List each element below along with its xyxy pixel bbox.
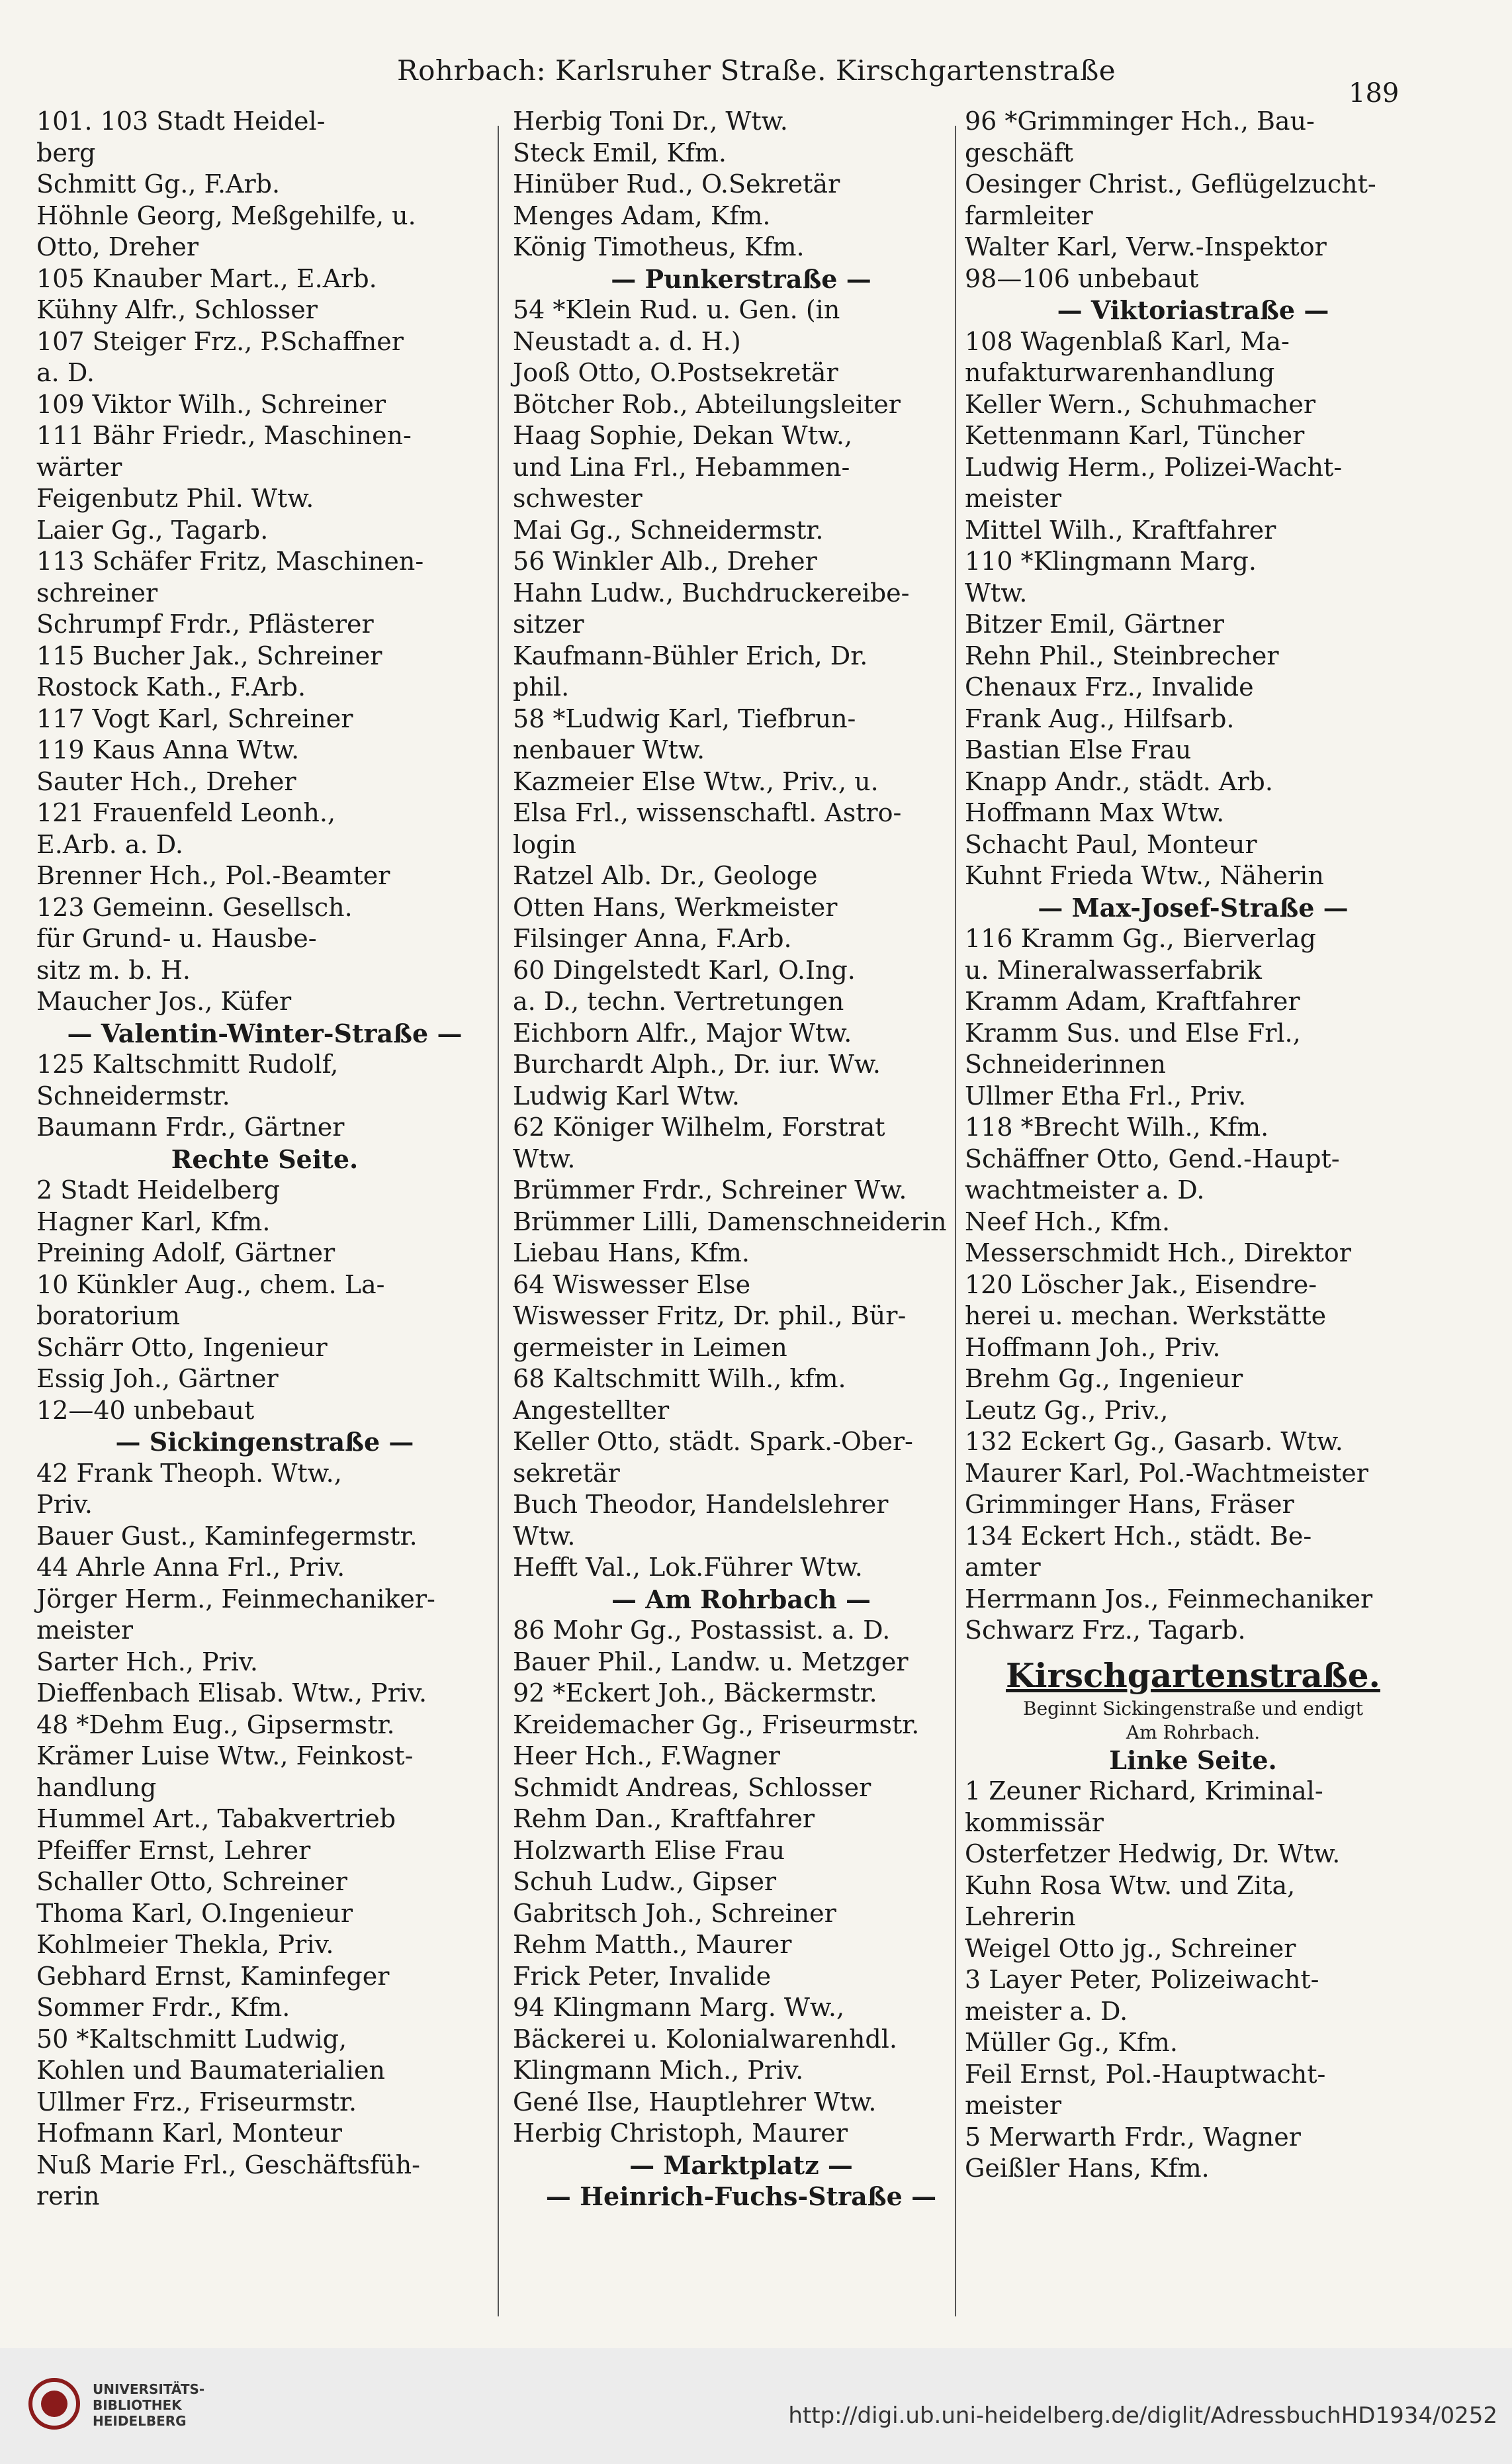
directory-line: Keller Otto, städt. Spark.-Ober-: [513, 1427, 913, 1456]
directory-line: meister: [965, 2091, 1062, 2120]
directory-line: Grimminger Hans, Fräser: [965, 1490, 1294, 1519]
directory-line: 86 Mohr Gg., Postassist. a. D.: [513, 1616, 891, 1645]
directory-line: Otto, Dreher: [36, 232, 199, 261]
directory-line: Heer Hch., F.Wagner: [513, 1741, 780, 1770]
directory-line: — Marktplatz —: [629, 2150, 853, 2180]
library-name-line: UNIVERSITÄTS-: [93, 2381, 205, 2397]
directory-line: sitz m. b. H.: [36, 955, 191, 985]
directory-line: Brümmer Lilli, Damenschneiderin: [513, 1207, 947, 1236]
university-library-logo-icon: [28, 2377, 81, 2430]
directory-line: Feigenbutz Phil. Wtw.: [36, 484, 314, 513]
page-number: 189: [1349, 78, 1400, 109]
column-divider: [498, 126, 499, 2316]
directory-line: 92 *Eckert Joh., Bäckermstr.: [513, 1678, 877, 1708]
street-note: Am Rohrbach.: [1126, 1721, 1261, 1743]
directory-line: 110 *Klingmann Marg.: [965, 547, 1257, 576]
directory-line: Brenner Hch., Pol.-Beamter: [36, 861, 390, 890]
directory-line: 120 Löscher Jak., Eisendre-: [965, 1269, 1317, 1299]
directory-line: Chenaux Frz., Invalide: [965, 672, 1254, 702]
directory-line: u. Mineralwasserfabrik: [965, 955, 1262, 985]
directory-line: 108 Wagenblaß Karl, Ma-: [965, 326, 1290, 356]
directory-line: meister a. D.: [965, 1996, 1128, 2026]
directory-line: König Timotheus, Kfm.: [513, 232, 805, 261]
directory-line: Kramm Adam, Kraftfahrer: [965, 987, 1300, 1016]
directory-line: schreiner: [36, 578, 158, 608]
directory-line: Wtw.: [513, 1144, 576, 1173]
directory-line: germeister in Leimen: [513, 1332, 787, 1362]
directory-line: Schaller Otto, Schreiner: [36, 1867, 347, 1896]
directory-line: Bäckerei u. Kolonialwarenhdl.: [513, 2024, 897, 2054]
directory-line: Hagner Karl, Kfm.: [36, 1207, 271, 1236]
directory-line: Pfeiffer Ernst, Lehrer: [36, 1835, 311, 1865]
directory-line: 115 Bucher Jak., Schreiner: [36, 641, 382, 670]
directory-line: 113 Schäfer Fritz, Maschinen-: [36, 547, 424, 576]
directory-line: — Viktoriastraße —: [1057, 295, 1329, 325]
directory-line: Hoffmann Joh., Priv.: [965, 1332, 1221, 1362]
directory-line: Jooß Otto, O.Postsekretär: [513, 358, 838, 387]
directory-line: Messerschmidt Hch., Direktor: [965, 1238, 1351, 1267]
directory-line: farmleiter: [965, 201, 1093, 230]
directory-line: meister: [36, 1616, 134, 1645]
directory-line: Holzwarth Elise Frau: [513, 1835, 785, 1865]
directory-line: Sommer Frdr., Kfm.: [36, 1993, 290, 2022]
directory-line: 58 *Ludwig Karl, Tiefbrun-: [513, 704, 856, 733]
directory-line: Angestellter: [513, 1395, 670, 1425]
directory-line: Kramm Sus. und Else Frl.,: [965, 1018, 1301, 1048]
directory-line: Sauter Hch., Dreher: [36, 766, 296, 796]
directory-line: Bauer Gust., Kaminfegermstr.: [36, 1521, 418, 1551]
directory-line: Müller Gg., Kfm.: [965, 2028, 1178, 2057]
directory-line: Linke Seite.: [1109, 1745, 1277, 1775]
directory-line: 105 Knauber Mart., E.Arb.: [36, 263, 377, 293]
directory-line: 134 Eckert Hch., städt. Be-: [965, 1521, 1312, 1551]
directory-line: — Am Rohrbach —: [611, 1584, 871, 1614]
directory-line: 2 Stadt Heidelberg: [36, 1175, 280, 1205]
directory-line: Krämer Luise Wtw., Feinkost-: [36, 1741, 414, 1770]
directory-line: Schuh Ludw., Gipser: [513, 1867, 777, 1896]
street-heading: Kirschgartenstraße.: [1006, 1655, 1380, 1695]
page-footer: [0, 2348, 1512, 2464]
directory-line: Höhnle Georg, Meßgehilfe, u.: [36, 201, 416, 230]
directory-line: 68 Kaltschmitt Wilh., kfm.: [513, 1364, 846, 1393]
directory-line: Frick Peter, Invalide: [513, 1961, 772, 1991]
directory-line: wachtmeister a. D.: [965, 1175, 1205, 1205]
directory-line: Bauer Phil., Landw. u. Metzger: [513, 1647, 909, 1676]
directory-line: Bitzer Emil, Gärtner: [965, 610, 1224, 639]
directory-line: Leutz Gg., Priv.,: [965, 1395, 1169, 1425]
directory-line: Schmitt Gg., F.Arb.: [36, 169, 281, 199]
directory-line: 96 *Grimminger Hch., Bau-: [965, 107, 1315, 136]
directory-line: Filsinger Anna, F.Arb.: [513, 924, 792, 953]
directory-line: Hahn Ludw., Buchdruckereibe-: [513, 578, 910, 608]
directory-line: Neef Hch., Kfm.: [965, 1207, 1171, 1236]
directory-line: schwester: [513, 484, 643, 513]
directory-line: 54 *Klein Rud. u. Gen. (in: [513, 295, 840, 324]
directory-line: 10 Künkler Aug., chem. La-: [36, 1269, 385, 1299]
directory-line: — Punkerstraße —: [611, 263, 871, 294]
directory-line: Baumann Frdr., Gärtner: [36, 1113, 345, 1142]
directory-line: Hofmann Karl, Monteur: [36, 2119, 342, 2148]
directory-line: — Sickingenstraße —: [115, 1427, 414, 1457]
directory-line: Herrmann Jos., Feinmechaniker: [965, 1584, 1373, 1614]
directory-line: Hefft Val., Lok.Führer Wtw.: [513, 1553, 863, 1582]
directory-line: 125 Kaltschmitt Rudolf,: [36, 1050, 339, 1079]
directory-line: Herbig Toni Dr., Wtw.: [513, 107, 788, 136]
directory-line: Kuhn Rosa Wtw. und Zita,: [965, 1870, 1296, 1900]
directory-line: 50 *Kaltschmitt Ludwig,: [36, 2024, 347, 2054]
directory-line: herei u. mechan. Werkstätte: [965, 1301, 1327, 1330]
directory-line: Kazmeier Else Wtw., Priv., u.: [513, 766, 879, 796]
directory-line: sitzer: [513, 610, 584, 639]
directory-line: Bastian Else Frau: [965, 735, 1192, 764]
directory-line: 116 Kramm Gg., Bierverlag: [965, 924, 1316, 953]
directory-line: login: [513, 829, 576, 859]
page-header: [0, 45, 1512, 109]
directory-line: phil.: [513, 672, 570, 702]
directory-line: Geißler Hans, Kfm.: [965, 2154, 1210, 2183]
directory-line: Keller Wern., Schuhmacher: [965, 389, 1316, 419]
directory-line: Gebhard Ernst, Kaminfeger: [36, 1961, 390, 1991]
directory-line: Schärr Otto, Ingenieur: [36, 1332, 328, 1362]
column-middle: [513, 106, 969, 2213]
directory-line: Osterfetzer Hedwig, Dr. Wtw.: [965, 1839, 1341, 1868]
directory-line: Kreidemacher Gg., Friseurmstr.: [513, 1710, 920, 1739]
directory-line: Rehm Matth., Maurer: [513, 1930, 792, 1959]
directory-line: Steck Emil, Kfm.: [513, 138, 727, 167]
directory-line: berg: [36, 138, 96, 167]
directory-line: Oesinger Christ., Geflügelzucht-: [965, 169, 1376, 199]
directory-line: Frank Aug., Hilfsarb.: [965, 704, 1235, 733]
directory-line: Kaufmann-Bühler Erich, Dr.: [513, 641, 868, 670]
directory-line: E.Arb. a. D.: [36, 829, 183, 859]
directory-line: Maucher Jos., Küfer: [36, 987, 292, 1016]
directory-line: Buch Theodor, Handelslehrer: [513, 1490, 889, 1519]
directory-line: 119 Kaus Anna Wtw.: [36, 735, 300, 764]
directory-line: Liebau Hans, Kfm.: [513, 1238, 750, 1267]
directory-line: Menges Adam, Kfm.: [513, 201, 771, 230]
directory-line: Preining Adolf, Gärtner: [36, 1238, 335, 1267]
directory-line: 98—106 unbebaut: [965, 263, 1199, 293]
directory-line: Burchardt Alph., Dr. iur. Ww.: [513, 1050, 881, 1079]
directory-line: 101. 103 Stadt Heidel-: [36, 107, 326, 136]
directory-line: Hinüber Rud., O.Sekretär: [513, 169, 840, 199]
directory-line: boratorium: [36, 1301, 180, 1330]
directory-line: Schrumpf Frdr., Pflästerer: [36, 610, 374, 639]
directory-line: Schacht Paul, Monteur: [965, 829, 1257, 859]
directory-line: Brehm Gg., Ingenieur: [965, 1364, 1243, 1393]
directory-line: wärter: [36, 452, 122, 482]
directory-line: Kettenmann Karl, Tüncher: [965, 421, 1305, 450]
directory-line: Schäffner Otto, Gend.-Haupt-: [965, 1144, 1340, 1173]
directory-line: Ludwig Herm., Polizei-Wacht-: [965, 452, 1343, 482]
directory-line: Neustadt a. d. H.): [513, 326, 741, 356]
directory-line: Laier Gg., Tagarb.: [36, 515, 269, 545]
directory-line: kommissär: [965, 1807, 1104, 1837]
directory-line: 118 *Brecht Wilh., Kfm.: [965, 1113, 1269, 1142]
directory-line: Schmidt Andreas, Schlosser: [513, 1772, 871, 1802]
directory-line: Walter Karl, Verw.-Inspektor: [965, 232, 1327, 261]
directory-line: Klingmann Mich., Priv.: [513, 2056, 804, 2085]
directory-line: Mittel Wilh., Kraftfahrer: [965, 515, 1276, 545]
directory-line: Nuß Marie Frl., Geschäftsfüh-: [36, 2150, 421, 2179]
directory-line: — Heinrich-Fuchs-Straße —: [545, 2181, 937, 2211]
directory-line: 117 Vogt Karl, Schreiner: [36, 704, 353, 733]
directory-line: Eichborn Alfr., Major Wtw.: [513, 1018, 852, 1048]
directory-line: a. D.: [36, 358, 95, 387]
directory-line: 123 Gemeinn. Gesellsch.: [36, 892, 353, 922]
directory-line: amter: [965, 1553, 1041, 1582]
directory-line: Rehn Phil., Steinbrecher: [965, 641, 1279, 670]
directory-line: Brümmer Frdr., Schreiner Ww.: [513, 1175, 907, 1205]
directory-line: 109 Viktor Wilh., Schreiner: [36, 389, 386, 419]
directory-line: Schwarz Frz., Tagarb.: [965, 1616, 1246, 1645]
directory-line: Essig Joh., Gärtner: [36, 1364, 279, 1393]
directory-line: sekretär: [513, 1458, 620, 1488]
directory-line: Herbig Christoph, Maurer: [513, 2119, 848, 2148]
directory-line: nenbauer Wtw.: [513, 735, 705, 764]
directory-line: Weigel Otto jg., Schreiner: [965, 1933, 1296, 1963]
directory-line: Hoffmann Max Wtw.: [965, 798, 1225, 827]
directory-line: Gené Ilse, Hauptlehrer Wtw.: [513, 2087, 877, 2117]
directory-line: a. D., techn. Vertretungen: [513, 987, 844, 1016]
running-title: Rohrbach: Karlsruher Straße. Kirschgartenstraße: [397, 54, 1116, 87]
directory-line: 107 Steiger Frz., P.Schaffner: [36, 326, 404, 356]
directory-line: Dieffenbach Elisab. Wtw., Priv.: [36, 1678, 427, 1708]
directory-line: Jörger Herm., Feinmechaniker-: [36, 1584, 435, 1614]
directory-line: Kohlmeier Thekla, Priv.: [36, 1930, 334, 1959]
directory-line: — Max-Josef-Straße —: [1038, 892, 1349, 923]
directory-line: Mai Gg., Schneidermstr.: [513, 515, 824, 545]
directory-line: rerin: [36, 2181, 100, 2211]
directory-line: Hummel Art., Tabakvertrieb: [36, 1804, 396, 1833]
directory-line: 64 Wiswesser Else: [513, 1269, 751, 1299]
directory-line: 56 Winkler Alb., Dreher: [513, 547, 817, 576]
directory-line: meister: [965, 484, 1062, 513]
directory-line: Thoma Karl, O.Ingenieur: [36, 1898, 353, 1928]
directory-line: Kühny Alfr., Schlosser: [36, 295, 318, 324]
directory-line: Maurer Karl, Pol.-Wachtmeister: [965, 1458, 1368, 1488]
directory-line: 1 Zeuner Richard, Kriminal-: [965, 1776, 1323, 1805]
directory-line: Otten Hans, Werkmeister: [513, 892, 838, 922]
directory-line: Wiswesser Fritz, Dr. phil., Bür-: [513, 1301, 907, 1330]
directory-line: Ludwig Karl Wtw.: [513, 1081, 740, 1111]
directory-line: Gabritsch Joh., Schreiner: [513, 1898, 836, 1928]
directory-line: Rostock Kath., F.Arb.: [36, 672, 306, 702]
directory-line: 121 Frauenfeld Leonh.,: [36, 798, 336, 827]
directory-line: 62 Königer Wilhelm, Forstrat: [513, 1113, 885, 1142]
directory-line: nufakturwarenhandlung: [965, 358, 1275, 387]
library-name: [93, 2381, 204, 2429]
directory-line: 12—40 unbebaut: [36, 1395, 255, 1425]
directory-line: Sarter Hch., Priv.: [36, 1647, 258, 1676]
directory-line: 5 Merwarth Frdr., Wagner: [965, 2122, 1301, 2152]
directory-line: 48 *Dehm Eug., Gipsermstr.: [36, 1710, 395, 1739]
directory-line: Elsa Frl., wissenschaftl. Astro-: [513, 798, 902, 827]
street-note: Beginnt Sickingenstraße und endigt: [1023, 1697, 1363, 1719]
source-url-link[interactable]: http://digi.ub.uni-heidelberg.de/diglit/AdressbuchHD1934/0252: [788, 2402, 1497, 2429]
directory-line: Haag Sophie, Dekan Wtw.,: [513, 421, 853, 450]
directory-line: — Valentin-Winter-Straße —: [67, 1018, 463, 1048]
directory-line: 44 Ahrle Anna Frl., Priv.: [36, 1553, 345, 1582]
directory-line: handlung: [36, 1772, 157, 1802]
directory-line: Kuhnt Frieda Wtw., Näherin: [965, 861, 1324, 890]
column-left: [36, 106, 493, 2213]
directory-line: Wtw.: [513, 1521, 576, 1551]
directory-line: Knapp Andr., städt. Arb.: [965, 766, 1273, 796]
directory-line: 111 Bähr Friedr., Maschinen-: [36, 421, 412, 450]
column-right: [965, 106, 1421, 2185]
directory-line: und Lina Frl., Hebammen-: [513, 452, 850, 482]
directory-line: geschäft: [965, 138, 1074, 167]
directory-line: Kohlen und Baumaterialien: [36, 2056, 386, 2085]
directory-line: Rehm Dan., Kraftfahrer: [513, 1804, 815, 1833]
directory-line: Ullmer Etha Frl., Priv.: [965, 1081, 1247, 1111]
directory-line: 3 Layer Peter, Polizeiwacht-: [965, 1965, 1319, 1994]
directory-line: 60 Dingelstedt Karl, O.Ing.: [513, 955, 856, 985]
directory-line: für Grund- u. Hausbe-: [36, 924, 317, 953]
directory-line: Ratzel Alb. Dr., Geologe: [513, 861, 818, 890]
directory-line: 42 Frank Theoph. Wtw.,: [36, 1458, 342, 1488]
directory-line: Bötcher Rob., Abteilungsleiter: [513, 389, 901, 419]
directory-line: Rechte Seite.: [171, 1144, 359, 1174]
directory-line: Wtw.: [965, 578, 1028, 608]
directory-line: Feil Ernst, Pol.-Hauptwacht-: [965, 2059, 1326, 2089]
library-name-line: BIBLIOTHEK: [93, 2397, 182, 2413]
directory-line: Schneiderinnen: [965, 1050, 1166, 1079]
directory-line: Ullmer Frz., Friseurmstr.: [36, 2087, 357, 2117]
directory-line: Lehrerin: [965, 1902, 1076, 1931]
library-name-line: HEIDELBERG: [93, 2413, 187, 2429]
directory-line: 132 Eckert Gg., Gasarb. Wtw.: [965, 1427, 1343, 1456]
directory-line: Priv.: [36, 1490, 93, 1519]
directory-line: 94 Klingmann Marg. Ww.,: [513, 1993, 845, 2022]
directory-line: Schneidermstr.: [36, 1081, 230, 1111]
